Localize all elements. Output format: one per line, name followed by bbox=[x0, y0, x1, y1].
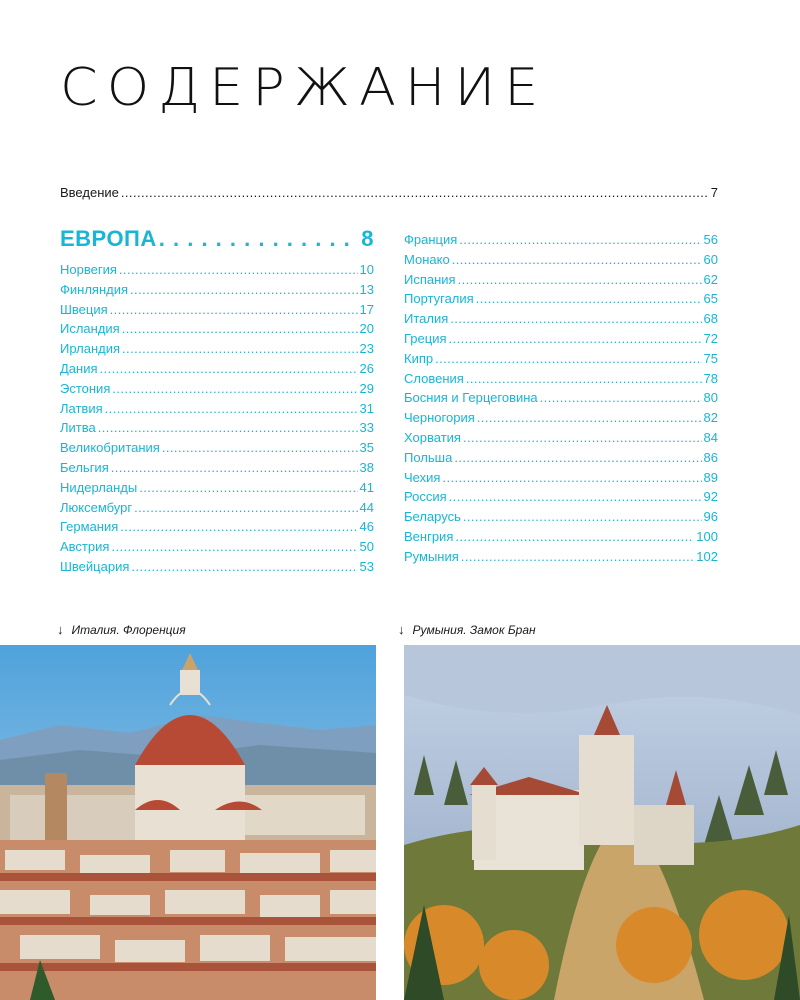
toc-entry-label: Россия bbox=[404, 489, 447, 505]
toc-entry-label: Румыния bbox=[404, 548, 459, 564]
dot-leader bbox=[477, 410, 702, 425]
toc-entry[interactable] bbox=[404, 371, 718, 391]
dot-leader bbox=[134, 500, 357, 515]
toc-entry[interactable] bbox=[60, 341, 374, 361]
toc-entry-label: Испания bbox=[404, 271, 456, 287]
toc-entry[interactable] bbox=[404, 252, 718, 272]
toc-entry-label: Ирландия bbox=[60, 341, 121, 357]
toc-entry-label: Латвия bbox=[60, 400, 103, 416]
toc-entry-page: 44 bbox=[359, 499, 374, 515]
toc-entry-page: 68 bbox=[703, 311, 718, 327]
toc-entry-label: Черногория bbox=[404, 410, 475, 426]
dot-leader bbox=[450, 311, 701, 326]
toc-entry-page: 26 bbox=[359, 360, 374, 376]
toc-entry-page: 75 bbox=[703, 350, 718, 366]
dot-leader bbox=[120, 519, 357, 534]
toc-entry-label: Словения bbox=[404, 370, 464, 386]
toc-entry-page: 7 bbox=[710, 185, 718, 200]
dot-leader bbox=[454, 450, 701, 465]
toc-entry-page: 13 bbox=[359, 281, 374, 297]
toc-entry-page: 46 bbox=[359, 519, 374, 535]
bran-castle-photo bbox=[404, 645, 800, 1000]
dot-leader bbox=[100, 361, 358, 376]
dot-leader bbox=[442, 470, 701, 485]
dot-leader bbox=[98, 420, 358, 435]
toc-entry[interactable] bbox=[404, 311, 718, 331]
toc-entry-label: Венгрия bbox=[404, 528, 454, 544]
toc-entry[interactable] bbox=[60, 519, 374, 539]
dot-leader bbox=[162, 440, 358, 455]
toc-entry[interactable] bbox=[60, 440, 374, 460]
toc-entry-label: Босния и Герцеговина bbox=[404, 390, 538, 406]
dot-leader bbox=[466, 371, 702, 386]
toc-entry[interactable] bbox=[60, 262, 374, 282]
toc-entry-label: Нидерланды bbox=[60, 479, 138, 495]
toc-entry-page: 60 bbox=[703, 251, 718, 267]
toc-entry-label: Беларусь bbox=[404, 509, 461, 525]
toc-entry-page: 82 bbox=[703, 410, 718, 426]
toc-entry[interactable] bbox=[404, 529, 718, 549]
toc-entry-label: Германия bbox=[60, 519, 119, 535]
dot-leader bbox=[121, 185, 709, 200]
toc-entry[interactable] bbox=[404, 272, 718, 292]
dot-leader bbox=[461, 549, 695, 564]
toc-entry[interactable] bbox=[60, 480, 374, 500]
toc-entry[interactable] bbox=[404, 489, 718, 509]
caption-text: Румыния. Замок Бран bbox=[412, 622, 536, 637]
toc-entry-label: Великобритания bbox=[60, 440, 160, 456]
toc-entry-label: Эстония bbox=[60, 380, 111, 396]
toc-entry[interactable] bbox=[60, 539, 374, 559]
dot-leader bbox=[463, 509, 702, 524]
section-label: ЕВРОПА bbox=[60, 226, 157, 251]
toc-entry-page: 72 bbox=[703, 330, 718, 346]
toc-entry[interactable] bbox=[60, 420, 374, 440]
photo-caption-florence bbox=[57, 622, 186, 637]
dot-leader bbox=[112, 381, 357, 396]
toc-entry-page: 10 bbox=[359, 262, 374, 277]
toc-entry[interactable] bbox=[60, 460, 374, 480]
toc-entry-page: 80 bbox=[703, 390, 718, 406]
dot-leader bbox=[455, 529, 694, 544]
dot-leader bbox=[458, 272, 702, 287]
arrow-down-icon: ↓ bbox=[57, 622, 64, 637]
toc-entry[interactable] bbox=[60, 302, 374, 322]
toc-entry-page: 65 bbox=[703, 291, 718, 307]
toc-entry-label: Хорватия bbox=[404, 429, 461, 445]
toc-entry[interactable] bbox=[404, 390, 718, 410]
toc-entry-page: 20 bbox=[359, 321, 374, 337]
toc-entry[interactable] bbox=[404, 331, 718, 351]
toc-entry[interactable] bbox=[60, 361, 374, 381]
toc-entry-page: 53 bbox=[359, 558, 374, 574]
dot-leader bbox=[110, 302, 358, 317]
toc-entry-label: Швейцария bbox=[60, 558, 130, 574]
toc-entry-label: Исландия bbox=[60, 321, 120, 337]
photo-caption-bran bbox=[398, 622, 536, 637]
toc-entry-label: Дания bbox=[60, 360, 98, 376]
toc-column-left bbox=[60, 262, 374, 579]
toc-entry-page: 84 bbox=[703, 429, 718, 445]
dot-leader bbox=[476, 291, 702, 306]
dot-leader bbox=[111, 460, 358, 475]
toc-entry[interactable] bbox=[404, 450, 718, 470]
toc-entry[interactable] bbox=[404, 291, 718, 311]
toc-entry-intro[interactable] bbox=[60, 185, 718, 200]
toc-entry-label: Польша bbox=[404, 449, 453, 465]
toc-entry-page: 56 bbox=[703, 232, 718, 247]
dot-leader bbox=[159, 226, 359, 252]
toc-entry-page: 23 bbox=[359, 341, 374, 357]
toc-entry-page: 92 bbox=[703, 489, 718, 505]
toc-entry[interactable] bbox=[404, 410, 718, 430]
dot-leader bbox=[130, 282, 358, 297]
toc-entry[interactable] bbox=[60, 500, 374, 520]
toc-entry[interactable] bbox=[404, 351, 718, 371]
toc-entry[interactable] bbox=[404, 549, 718, 569]
dot-leader bbox=[459, 232, 701, 247]
toc-entry-page: 102 bbox=[696, 548, 718, 564]
toc-entry-page: 96 bbox=[703, 509, 718, 525]
toc-entry-page: 50 bbox=[359, 539, 374, 555]
dot-leader bbox=[540, 390, 702, 405]
toc-entry-page: 78 bbox=[703, 370, 718, 386]
toc-entry[interactable] bbox=[60, 381, 374, 401]
toc-entry-page: 86 bbox=[703, 449, 718, 465]
toc-section-europe[interactable] bbox=[60, 226, 374, 252]
toc-entry[interactable] bbox=[60, 321, 374, 341]
dot-leader bbox=[435, 351, 701, 366]
toc-entry-page: 62 bbox=[703, 271, 718, 287]
toc-entry-page: 41 bbox=[359, 479, 374, 495]
caption-text: Италия. Флоренция bbox=[71, 622, 186, 637]
toc-entry-page: 100 bbox=[696, 528, 718, 544]
dot-leader bbox=[122, 341, 358, 356]
toc-entry-label: Бельгия bbox=[60, 459, 109, 475]
toc-entry-label: Швеция bbox=[60, 301, 108, 317]
toc-entry-label: Монако bbox=[404, 251, 450, 267]
toc-entry-page: 33 bbox=[359, 420, 374, 436]
dot-leader bbox=[139, 480, 357, 495]
toc-entry-label: Греция bbox=[404, 330, 447, 346]
toc-entry-label: Кипр bbox=[404, 350, 434, 366]
dot-leader bbox=[131, 559, 357, 574]
dot-leader bbox=[105, 401, 358, 416]
toc-column-right bbox=[404, 232, 718, 569]
toc-entry[interactable] bbox=[404, 430, 718, 450]
page-title: СОДЕРЖАНИЕ bbox=[60, 57, 548, 118]
toc-entry-label: Австрия bbox=[60, 539, 110, 555]
toc-entry-page: 17 bbox=[359, 301, 374, 317]
arrow-down-icon: ↓ bbox=[398, 622, 405, 637]
toc-entry[interactable] bbox=[60, 559, 374, 579]
toc-entry-page: 38 bbox=[359, 459, 374, 475]
florence-photo bbox=[0, 645, 376, 1000]
toc-entry-label: Италия bbox=[404, 311, 449, 327]
dot-leader bbox=[463, 430, 702, 445]
toc-entry[interactable] bbox=[60, 282, 374, 302]
toc-entry-page: 89 bbox=[703, 469, 718, 485]
toc-entry[interactable] bbox=[404, 232, 718, 252]
toc-entry-page: 29 bbox=[359, 380, 374, 396]
dot-leader bbox=[111, 539, 357, 554]
toc-entry-label: Португалия bbox=[404, 291, 474, 307]
toc-entry-label: Люксембург bbox=[60, 499, 133, 515]
toc-entry-label: Литва bbox=[60, 420, 96, 436]
section-page: 8 bbox=[361, 226, 374, 251]
dot-leader bbox=[449, 331, 702, 346]
toc-entry-page: 35 bbox=[359, 440, 374, 456]
dot-leader bbox=[449, 489, 702, 504]
dot-leader bbox=[122, 321, 358, 336]
toc-entry-label: Норвегия bbox=[60, 262, 117, 277]
toc-entry-label: Финляндия bbox=[60, 281, 129, 297]
dot-leader bbox=[452, 252, 702, 267]
toc-entry-label: Чехия bbox=[404, 469, 441, 485]
toc-entry[interactable] bbox=[60, 401, 374, 421]
toc-entry[interactable] bbox=[404, 509, 718, 529]
toc-entry-label: Франция bbox=[404, 232, 458, 247]
toc-entry-label: Введение bbox=[60, 185, 119, 200]
toc-entry[interactable] bbox=[404, 470, 718, 490]
toc-entry-page: 31 bbox=[359, 400, 374, 416]
dot-leader bbox=[119, 262, 358, 277]
